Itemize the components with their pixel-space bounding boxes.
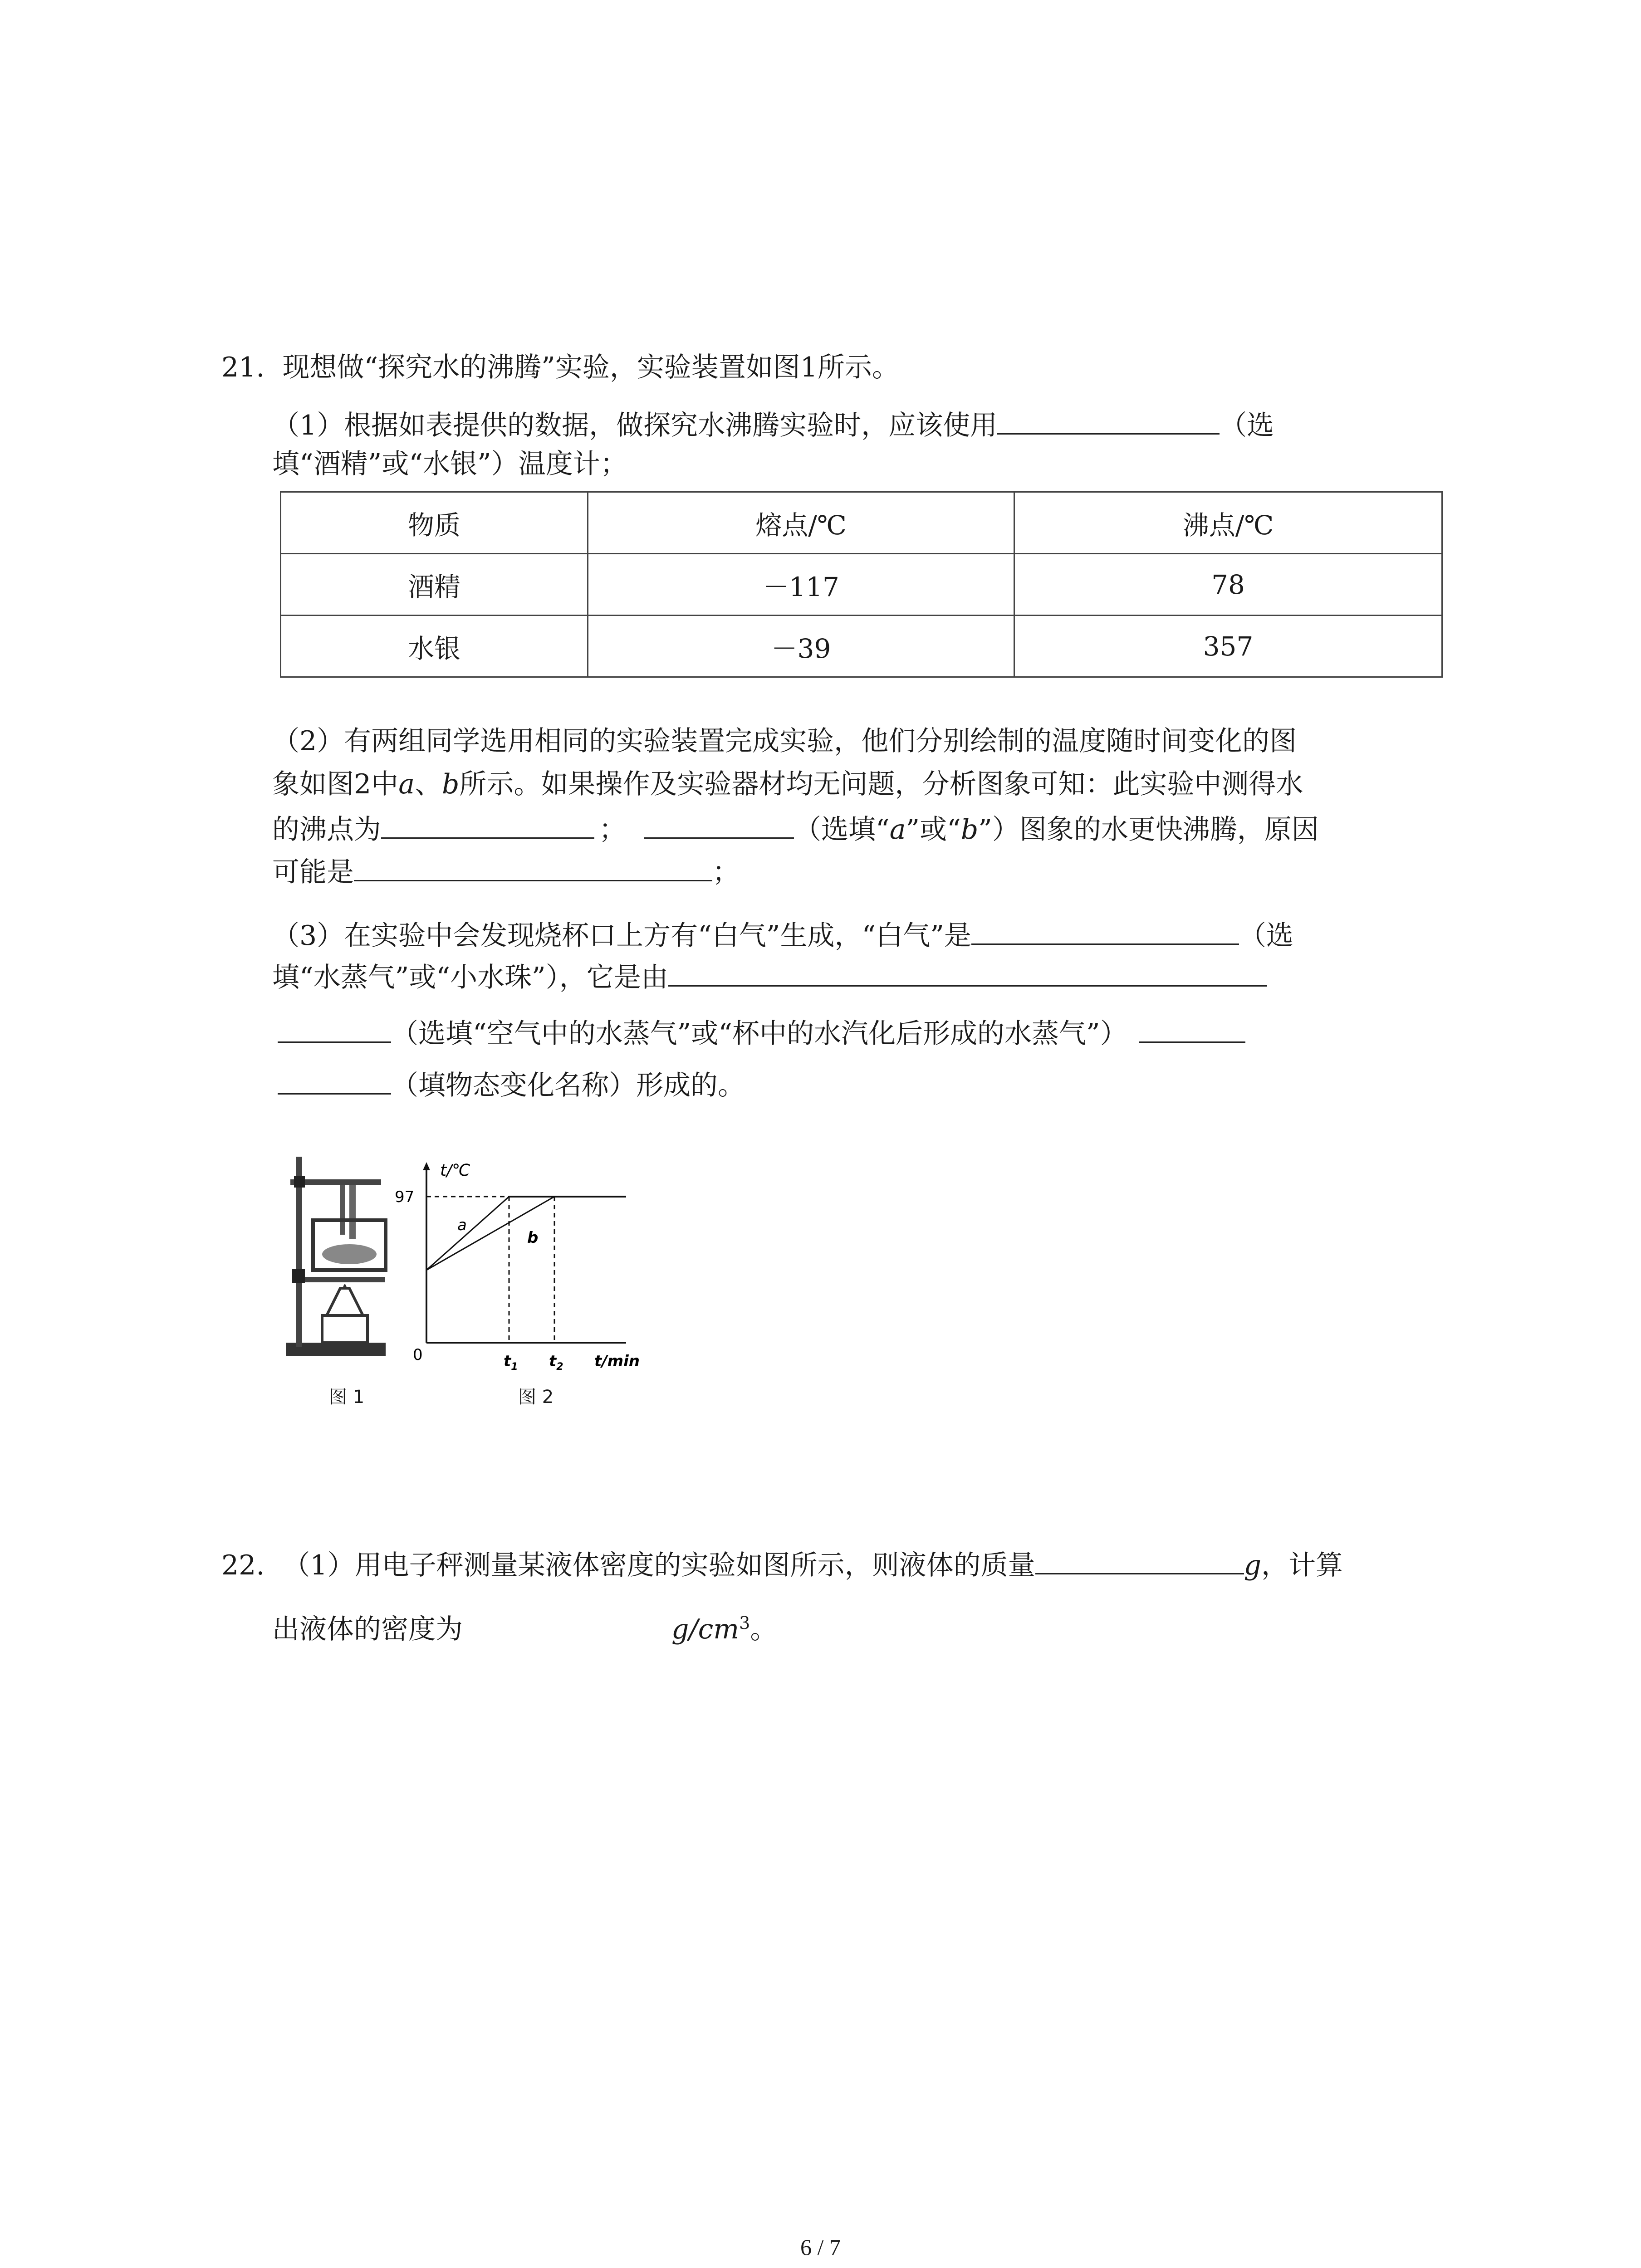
y-axis-label: t/℃ (440, 1161, 470, 1180)
unit-exponent: 3 (739, 1613, 750, 1633)
text-italic: b (960, 814, 979, 846)
alcohol-lamp (327, 1288, 363, 1315)
water (322, 1244, 377, 1264)
part-1-line-2: 填“酒精”或“水银”）温度计； (272, 448, 627, 480)
text: ； (599, 814, 626, 846)
figure-2-graph (381, 1157, 653, 1374)
text: 。 (750, 1613, 778, 1645)
answer-blank-boiling-point[interactable] (381, 809, 594, 839)
text-italic: a (398, 768, 415, 800)
part-2-line-4 (272, 852, 740, 890)
text: （3）在实验中会发现烧杯口上方有“白气”生成，“白气”是 (272, 920, 971, 952)
part-2-line-2 (272, 766, 1303, 802)
part-3-line-4 (278, 1065, 745, 1104)
text: 象如图2中 (272, 768, 399, 800)
cell-melting-point: －117 (588, 554, 1014, 616)
x-axis-label: t/min (594, 1352, 640, 1370)
part-1-line-1 (272, 405, 1274, 444)
text-italic: a (889, 814, 906, 846)
y-axis-arrow (423, 1162, 430, 1170)
flame (343, 1284, 347, 1289)
part-3-line-2 (272, 957, 1267, 996)
question-22-line-1 (221, 1545, 1343, 1584)
text: （选填“ (794, 814, 890, 846)
question-21-stem (221, 349, 899, 386)
text: ”或“ (906, 814, 961, 846)
answer-blank-state-change[interactable] (1139, 1013, 1245, 1043)
question-number: 21. (221, 352, 265, 383)
cell-boiling-point: 357 (1014, 616, 1442, 677)
text: （选填“空气中的水蒸气”或“杯中的水汽化后形成的水蒸气”） (391, 1018, 1127, 1050)
cell-substance: 水银 (281, 616, 588, 677)
label-a: a (457, 1216, 467, 1234)
origin-label: 0 (413, 1346, 423, 1364)
lamp-body (322, 1315, 367, 1343)
answer-blank-source-cont[interactable] (278, 1013, 391, 1043)
y-tick-97: 97 (395, 1188, 415, 1206)
unit: g/cm (671, 1613, 740, 1645)
answer-blank-state-change-cont[interactable] (278, 1065, 391, 1095)
text: （1）用电子秤测量某液体密度的实验如图所示，则液体的质量 (283, 1549, 1035, 1581)
figure-1-caption: 图 1 (329, 1387, 365, 1408)
text: （填物态变化名称）形成的。 (391, 1070, 745, 1101)
text: 出液体的密度为 (272, 1613, 463, 1645)
cell-melting-point: －39 (588, 616, 1014, 677)
answer-blank-thermometer[interactable] (997, 405, 1220, 435)
header-boiling-point: 沸点/℃ (1014, 492, 1442, 554)
unit: g (1244, 1549, 1262, 1581)
ring-support (294, 1277, 385, 1282)
part-3-line-3 (278, 1013, 1245, 1052)
part-2-line-3 (272, 809, 1319, 848)
part-2-line-1: （2）有两组同学选用相同的实验装置完成实验，他们分别绘制的温度随时间变化的图 (272, 725, 1297, 757)
cell-substance: 酒精 (281, 554, 588, 616)
text: 所示。如果操作及实验器材均无问题，分析图象可知：此实验中测得水 (459, 768, 1303, 800)
page-number: 6 / 7 (800, 2234, 841, 2260)
text: 填“水蒸气”或“小水珠”），它是由 (272, 962, 668, 993)
stirrer (349, 1185, 356, 1239)
answer-blank-faster-graph[interactable] (644, 809, 794, 839)
header-substance: 物质 (281, 492, 588, 554)
text: ”）图象的水更快沸腾，原因 (978, 814, 1319, 846)
table-row (281, 554, 1442, 616)
text: 的沸点为 (272, 814, 381, 846)
thermometer (340, 1185, 345, 1235)
figure-1-apparatus (272, 1148, 399, 1361)
part-3-line-1 (272, 915, 1293, 954)
table-row (281, 616, 1442, 677)
answer-blank-reason[interactable] (354, 852, 712, 881)
text: ，计算 (1261, 1549, 1343, 1581)
question-22-line-2 (272, 1605, 777, 1647)
table-header-row (281, 492, 1442, 554)
label-b: b (527, 1229, 539, 1247)
part-1-text-tail: （选 (1220, 410, 1274, 441)
text: 可能是 (272, 856, 354, 888)
line-a (426, 1197, 509, 1270)
t1-label: $t_1$ (504, 1352, 518, 1373)
header-melting-point: 熔点/℃ (588, 492, 1014, 554)
part-1-text: （1）根据如表提供的数据，做探究水沸腾实验时，应该使用 (272, 410, 998, 441)
question-number: 22. (221, 1549, 265, 1581)
t2-label: $t_2$ (549, 1352, 563, 1373)
properties-table (280, 491, 1443, 678)
text: 、 (414, 768, 442, 800)
ring-boss (292, 1269, 305, 1283)
clamp-boss (294, 1176, 305, 1188)
answer-blank-white-gas[interactable] (971, 915, 1239, 945)
text: （选 (1239, 920, 1293, 952)
text-italic: b (441, 768, 460, 800)
answer-blank-source[interactable] (668, 957, 1267, 987)
cell-boiling-point: 78 (1014, 554, 1442, 616)
answer-blank-mass[interactable] (1035, 1545, 1244, 1574)
question-text: 现想做“探究水的沸腾”实验，实验装置如图1所示。 (282, 352, 900, 383)
figure-2-caption: 图 2 (518, 1387, 554, 1408)
text: ； (712, 856, 740, 888)
